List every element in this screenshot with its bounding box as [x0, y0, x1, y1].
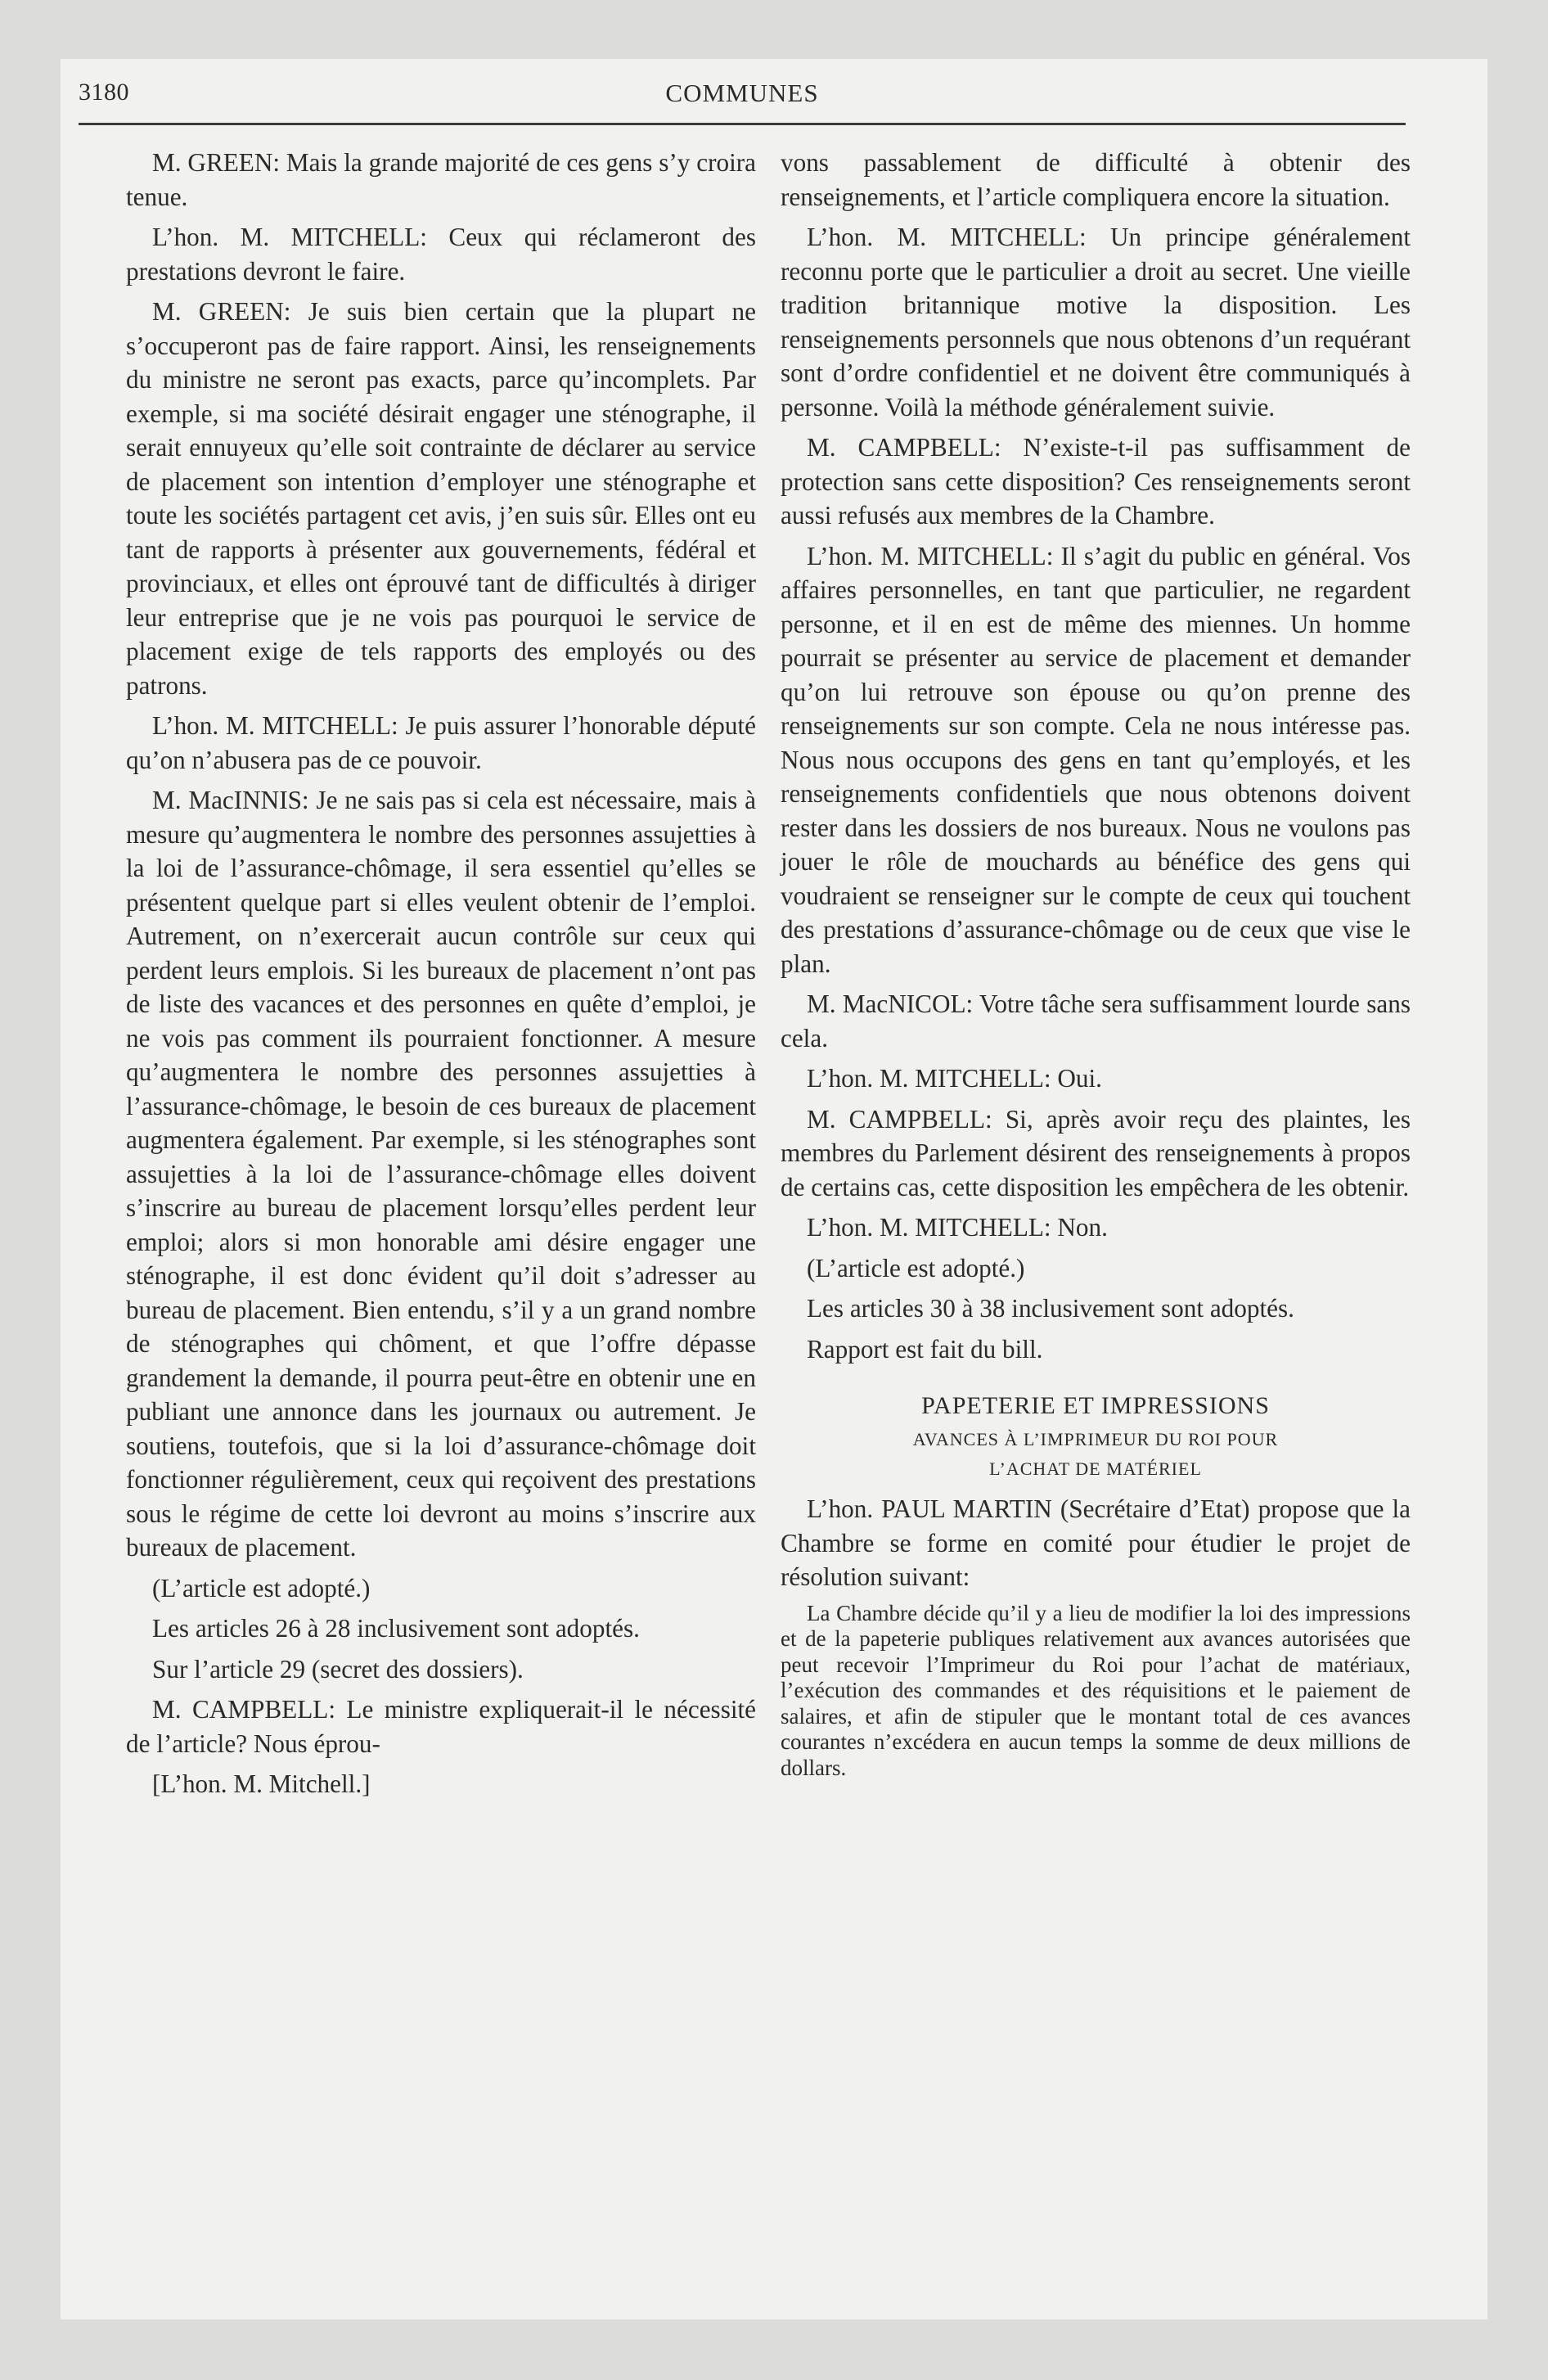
paragraph: L’hon. M. MITCHELL: Oui. [807, 1064, 1102, 1093]
paragraph: M. GREEN: Je suis bien certain que la plupart ne s’occuperont pas de faire rapport. Ainsi, les renseignements du ministre ne seront pas exacts, parce qu’incomplets. Par exemple, si ma société désirait engager une sténographe, il serait ennuyeux qu’elle soit contrainte de déclarer au service de placement son intention d’employer une sténographe et toute les sociétés partagent cet avis, j’en suis sûr. Elles ont eu tant de rapports à présenter aux gouvernements, fédéral et provinciaux, et elles ont éprouvé tant de difficultés à diriger leur entreprise que je ne vois pas pourquoi le service de placement exige de tels rapports des employés ou des patrons. [126, 297, 756, 700]
paragraph: M. CAMPBELL: N’existe-t-il pas suffisamment de protection sans cette disposition? Ces renseignements seront aussi refusés aux membres de la Chambre. [781, 433, 1411, 530]
page-header [79, 79, 1406, 115]
resolution-text: La Chambre décide qu’il y a lieu de modifier la loi des impressions et de la papeterie publiques relativement aux avances autorisées que peut recevoir l’Imprimeur du Roi pour l’achat de matériaux, l’exécution des commandes et des réquisitions et le paiement de salaires, et afin de stipuler que le montant total de ces avances courantes n’excédera en aucun temps la somme de deux millions de dollars. [781, 1600, 1411, 1780]
paragraph: L’hon. M. MITCHELL: Je puis assurer l’honorable député qu’on n’abusera pas de ce pouvoir. [126, 711, 756, 774]
section-heading: PAPETERIE ET IMPRESSIONS [921, 1392, 1270, 1419]
paragraph: Les articles 26 à 28 inclusivement sont adoptés. [152, 1614, 640, 1643]
paragraph: L’hon. M. MITCHELL: Non. [807, 1213, 1108, 1242]
paragraph: M. GREEN: Mais la grande majorité de ces gens s’y croira tenue. [126, 148, 756, 211]
section-subheading [781, 1425, 1411, 1484]
right-column [781, 146, 1411, 1787]
paragraph: Rapport est fait du bill. [807, 1334, 1043, 1364]
paragraph: Sur l’article 29 (secret des dossiers). [152, 1654, 524, 1684]
motion-paragraph: L’hon. PAUL MARTIN (Secrétaire d’Etat) propose que la Chambre se forme en comité pour étudier le projet de résolution suivant: [781, 1494, 1411, 1591]
page-number: 3180 [79, 79, 129, 106]
paragraph: (L’article est adopté.) [152, 1573, 371, 1602]
paragraph: L’hon. M. MITCHELL: Ceux qui réclameront des prestations devront le faire. [126, 223, 756, 286]
paragraph: vons passablement de difficulté à obtenir des renseignements, et l’article compliquera encore la situation. [781, 148, 1411, 211]
section-subheading-line: L’ACHAT DE MATÉRIEL [989, 1458, 1202, 1479]
speaker-attribution: [L’hon. M. Mitchell.] [152, 1769, 371, 1798]
running-title: COMMUNES [665, 79, 819, 107]
paragraph: M. MacNICOL: Votre tâche sera suffisamment lourde sans cela. [781, 989, 1411, 1053]
paragraph: (L’article est adopté.) [807, 1253, 1025, 1282]
paragraph: L’hon. M. MITCHELL: Un principe généralement reconnu porte que le particulier a droit au secret. Une vieille tradition britannique motive la disposition. Les renseignements personnels que nous obtenons d’un requérant sont d’ordre confidentiel et ne doivent être communiqués à personne. Voilà la méthode généralement suivie. [781, 223, 1411, 421]
paragraph: L’hon. M. MITCHELL: Il s’agit du public en général. Vos affaires personnelles, en tant que particulier, ne regardent personne, et il en est de même des miennes. Un homme pourrait se présenter au service de placement et demander qu’on lui retrouve son épouse ou qu’on prenne des renseignements sur son compte. Cela ne nous intéresse pas. Nous nous occupons des gens en tant qu’employés, et les renseignements confidentiels que nous obtenons doivent rester dans les dossiers de nos bureaux. Nous ne voulons pas jouer le rôle de mouchards au bénéfice des gens qui voudraient se renseigner sur le compte de ceux qui touchent des prestations d’assurance-chômage ou de ceux que vise le plan. [781, 541, 1411, 978]
paragraph: Les articles 30 à 38 inclusivement sont adoptés. [807, 1294, 1294, 1323]
left-column [126, 146, 756, 1808]
paragraph: M. CAMPBELL: Si, après avoir reçu des plaintes, les membres du Parlement désirent des renseignements à propos de certains cas, cette disposition les empêchera de les obtenir. [781, 1104, 1411, 1201]
header-rule [79, 123, 1406, 125]
paragraph: M. MacINNIS: Je ne sais pas si cela est nécessaire, mais à mesure qu’augmentera le nombre des personnes assujetties à la loi de l’assurance-chômage, il sera essentiel qu’elles se présentent quelque part si elles veulent obtenir de l’emploi. Autrement, on n’exercerait aucun contrôle sur ceux qui perdent leurs emplois. Si les bureaux de placement n’ont pas de liste des vacances et des personnes en quête d’emploi, je ne vois pas comment ils pourraient fonctionner. A mesure qu’augmentera le nombre des personnes assujetties à l’assurance-chômage, le besoin de ces bureaux de placement augmentera également. Par exemple, si les sténographes sont assujetties à la loi de l’assurance-chômage elles doivent s’inscrire au bureau de placement lorsqu’elles perdent leur emploi; alors si mon honorable ami désire engager une sténographe, il est donc évident qu’il doit s’adresser au bureau de placement. Bien entendu, s’il y a un grand nombre de sténographes qui chôment, et que l’offre dépasse grandement la demande, il pourra peut-être en obtenir une en publiant une annonce dans les journaux ou autrement. Je soutiens, toutefois, que si la loi d’assurance-chômage doit fonctionner régulièrement, ceux qui reçoivent des prestations sous le régime de cette loi devront au moins s’inscrire aux bureaux de placement. [126, 786, 756, 1562]
paragraph: M. CAMPBELL: Le ministre expliquerait-il le nécessité de l’article? Nous éprou- [126, 1695, 756, 1758]
section-subheading-line: AVANCES À L’IMPRIMEUR DU ROI POUR [912, 1429, 1279, 1449]
